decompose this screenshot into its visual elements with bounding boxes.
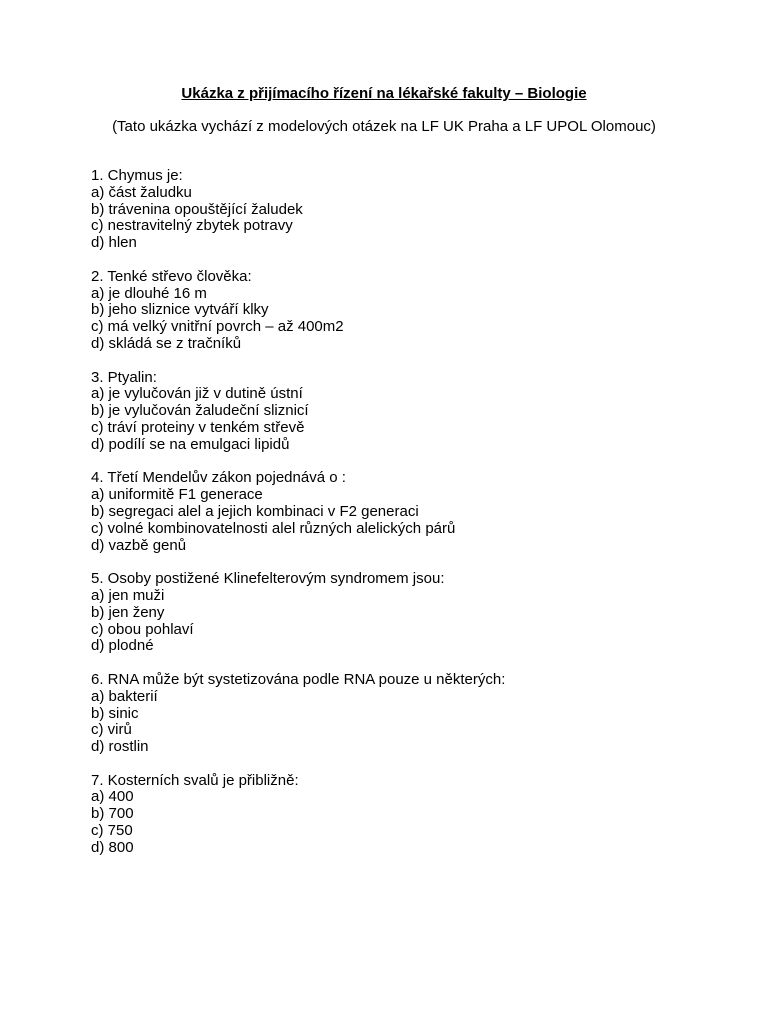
answer-option: c) má velký vnitřní povrch – až 400m2 xyxy=(91,318,344,336)
answer-option: c) obou pohlaví xyxy=(91,620,194,638)
answer-option: d) 800 xyxy=(91,838,134,856)
answer-option: c) 750 xyxy=(91,822,133,840)
question-text: 5. Osoby postižené Klinefelterovým syndromem jsou: xyxy=(91,570,445,588)
question-text: 7. Kosterních svalů je přibližně: xyxy=(91,771,299,789)
question-list xyxy=(91,168,731,873)
answer-option: c) tráví proteiny v tenkém střevě xyxy=(91,418,305,436)
answer-option: a) bakterií xyxy=(91,687,158,705)
question-5 xyxy=(91,571,731,655)
question-text: 1. Chymus je: xyxy=(91,167,183,184)
question-text: 3. Ptyalin: xyxy=(91,368,157,386)
answer-option: a) uniformitě F1 generace xyxy=(91,486,263,504)
question-6 xyxy=(91,672,731,756)
page-subtitle: (Tato ukázka vychází z modelových otázek na LF UK Praha a LF UPOL Olomouc) xyxy=(112,118,656,135)
answer-option: a) je dlouhé 16 m xyxy=(91,284,207,302)
answer-option: a) je vylučován již v dutině ústní xyxy=(91,385,303,403)
question-7 xyxy=(91,773,731,857)
answer-option: a) jen muži xyxy=(91,586,165,604)
question-text: 4. Třetí Mendelův zákon pojednává o : xyxy=(91,469,346,487)
page-title: Ukázka z přijímacího řízení na lékařské fakulty – Biologie xyxy=(181,85,587,102)
answer-option: b) trávenina opouštějící žaludek xyxy=(91,200,303,218)
answer-option: c) volné kombinovatelnosti alel různých alelických párů xyxy=(91,519,456,537)
question-1 xyxy=(91,168,731,252)
question-3 xyxy=(91,370,731,454)
answer-option: b) segregaci alel a jejich kombinaci v F2 generaci xyxy=(91,502,419,520)
answer-option: c) nestravitelný zbytek potravy xyxy=(91,217,293,235)
question-4 xyxy=(91,470,731,554)
answer-option: b) sinic xyxy=(91,704,139,722)
question-text: 6. RNA může být systetizována podle RNA pouze u některých: xyxy=(91,670,506,688)
answer-option: d) skládá se z tračníků xyxy=(91,334,242,352)
answer-option: b) je vylučován žaludeční sliznicí xyxy=(91,402,309,420)
answer-option: d) hlen xyxy=(91,234,137,252)
question-2 xyxy=(91,269,731,353)
answer-option: d) rostlin xyxy=(91,738,149,756)
answer-option: a) část žaludku xyxy=(91,183,192,201)
answer-option: d) plodné xyxy=(91,637,154,655)
question-text: 2. Tenké střevo člověka: xyxy=(91,267,252,285)
answer-option: b) jen ženy xyxy=(91,603,165,621)
answer-option: b) jeho sliznice vytváří klky xyxy=(91,301,269,319)
answer-option: d) podílí se na emulgaci lipidů xyxy=(91,435,290,453)
answer-option: a) 400 xyxy=(91,788,134,806)
answer-option: c) virů xyxy=(91,721,132,739)
answer-option: b) 700 xyxy=(91,805,134,823)
answer-option: d) vazbě genů xyxy=(91,536,187,554)
